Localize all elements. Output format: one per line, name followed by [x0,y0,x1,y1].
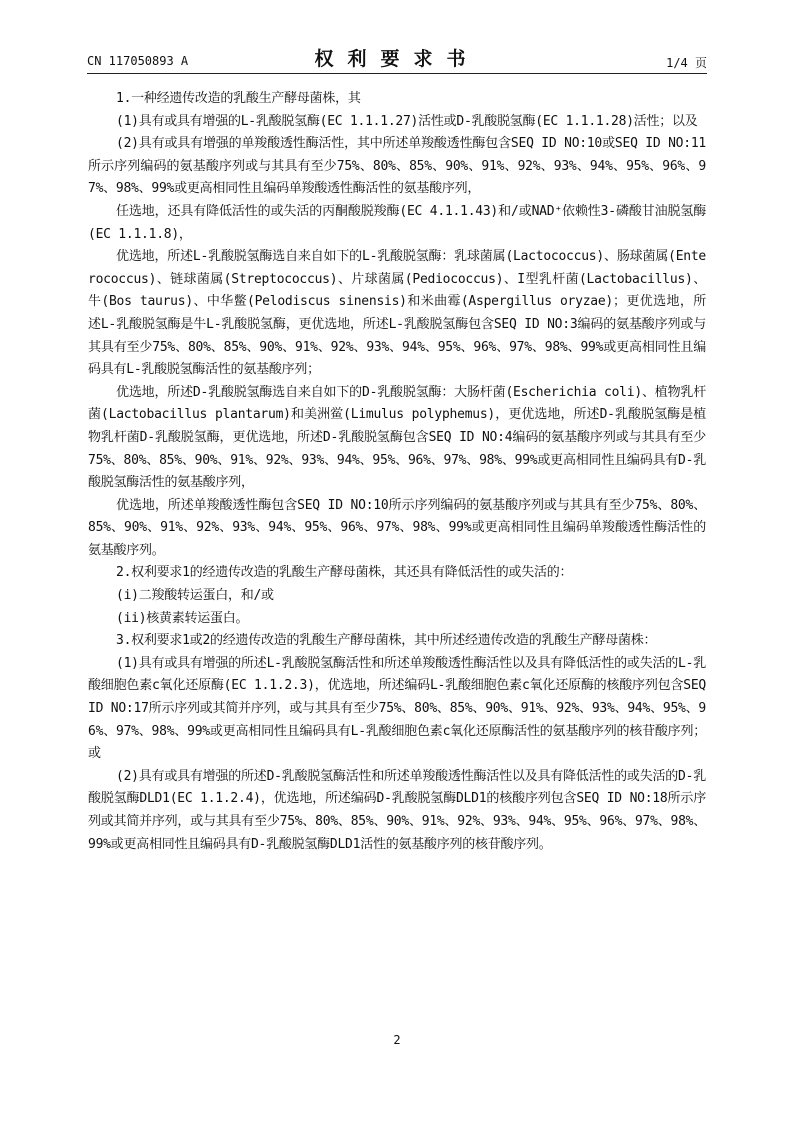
page-indicator: 1/4 页 [666,56,707,70]
claim-3-item-2: (2)具有或具有增强的所述D-乳酸脱氢酶活性和所述单羧酸透性酶活性以及具有降低活性的或失活的D-乳酸脱氢酶DLD1(EC 1.1.2.4)，优选地，所述编码D-乳酸脱氢酶DLD1的核酸序列包含SEQ ID NO:18所示序列或其简并序列，或与其具有至少75%、80%、85%、90%、91%、92%、93%、94%、95%、96%、97%、98%、99%或更高相同性且编码具有D-乳酸脱氢酶DLD1活性的氨基酸序列的核苷酸序列。 [88,768,706,852]
claim-1-dldh-sources: 优选地，所述D-乳酸脱氢酶选自来自如下的D-乳酸脱氢酶：大肠杆菌(Escherichia coli)、植物乳杆菌(Lactobacillus plantarum)和美洲鲎(Limulus polyphemus)，更优选地，所述D-乳酸脱氢酶是植物乳杆菌D-乳酸脱氢酶，更优选地，所述D-乳酸脱氢酶包含SEQ ID NO:4编码的氨基酸序列或与其具有至少75%、80%、85%、90%、91%、92%、93%、94%、95%、96%、97%、98%、99%或更高相同性且编码具有D-乳酸脱氢酶活性的氨基酸序列， [88,384,706,491]
claim-2-item-ii: (ii)核黄素转运蛋白。 [116,610,249,626]
claim-1-ldh-sources: 优选地，所述L-乳酸脱氢酶选自来自如下的L-乳酸脱氢酶：乳球菌属(Lactococcus)、肠球菌属(Enterococcus)、链球菌属(Streptococcus)、片球菌属(Pediococcus)、I型乳杆菌(Lactobacillus)、牛(Bos taurus)、中华鳖(Pelodiscus sinensis)和米曲霉(Aspergillus oryzae)；更优选地，所述L-乳酸脱氢酶是牛L-乳酸脱氢酶，更优选地，所述L-乳酸脱氢酶包含SEQ ID NO:3编码的氨基酸序列或与其具有至少75%、80%、85%、90%、91%、92%、93%、94%、95%、96%、97%、98%、99%或更高相同性且编码具有L-乳酸脱氢酶活性的氨基酸序列； [88,249,706,378]
document-title: 权利要求书 [314,48,480,70]
claim-2-intro: 2.权利要求1的经遗传改造的乳酸生产酵母菌株，其还具有降低活性的或失活的： [116,565,573,581]
claim-1-item-2: (2)具有或具有增强的单羧酸透性酶活性，其中所述单羧酸透性酶包含SEQ ID NO:10或SEQ ID NO:11所示序列编码的氨基酸序列或与其具有至少75%、80%、85%、90%、91%、92%、93%、94%、95%、96%、97%、98%、99%或更高相同性且编码单羧酸透性酶活性的氨基酸序列， [88,136,706,197]
page-number: 2 [393,1033,401,1047]
page-header [87,44,707,74]
claim-1-item-1: (1)具有或具有增强的L-乳酸脱氢酶(EC 1.1.1.27)活性或D-乳酸脱氢酶(EC 1.1.1.28)活性；以及 [116,113,698,129]
claims-body [88,88,706,856]
patent-number: CN 117050893 A [87,54,189,68]
claim-1-permease: 优选地，所述单羧酸透性酶包含SEQ ID NO:10所示序列编码的氨基酸序列或与其具有至少75%、80%、85%、90%、91%、92%、93%、94%、95%、96%、97%、98%、99%或更高相同性且编码单羧酸透性酶活性的氨基酸序列。 [88,497,706,558]
header-divider [87,73,707,74]
claim-3-item-1: (1)具有或具有增强的所述L-乳酸脱氢酶活性和所述单羧酸透性酶活性以及具有降低活性的或失活的L-乳酸细胞色素c氧化还原酶(EC 1.1.2.3)，优选地，所述编码L-乳酸细胞色素c氧化还原酶的核酸序列包含SEQ ID NO:17所示序列或其简并序列，或与其具有至少75%、80%、85%、90%、91%、92%、93%、94%、95%、96%、97%、98%、99%或更高相同性且编码具有L-乳酸细胞色素c氧化还原酶活性的氨基酸序列的核苷酸序列；或 [88,655,706,762]
claim-3-intro: 3.权利要求1或2的经遗传改造的乳酸生产酵母菌株，其中所述经遗传改造的乳酸生产酵母菌株： [116,633,657,649]
claim-1-optional-decarboxylase: 任选地，还具有降低活性的或失活的丙酮酸脱羧酶(EC 4.1.1.43)和/或NAD⁺依赖性3-磷酸甘油脱氢酶(EC 1.1.1.8)， [88,203,706,242]
claim-2-item-i: (i)二羧酸转运蛋白，和/或 [116,588,274,604]
claim-1-intro: 1.一种经遗传改造的乳酸生产酵母菌株，其 [116,91,361,106]
